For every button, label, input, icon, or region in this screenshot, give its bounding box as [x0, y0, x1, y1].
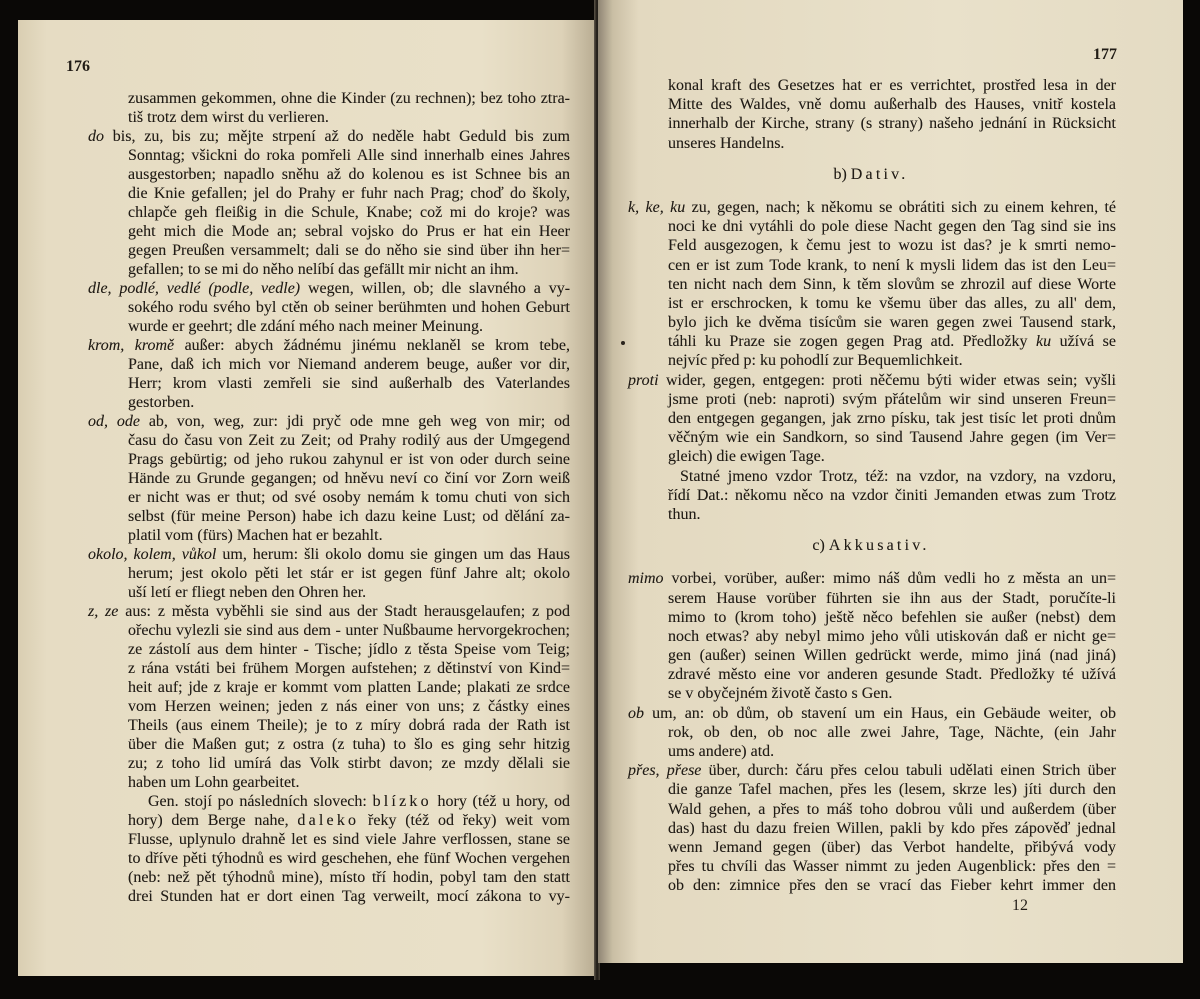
line-text: zu, gegen, nach; k někomu se obrátiti sich zu einem kehren, té [691, 198, 1117, 216]
dictionary-entry [626, 371, 1116, 467]
line-text: ist er erschrocken, k tomu ke všemu über das alles, zu all' dem, [668, 294, 1116, 312]
line-text: die Knie gefallen; jel do Prahy er fuhr nach Prag; choď do školy, [128, 184, 570, 202]
line-text: hory) dem Berge nahe, [128, 811, 298, 829]
text-line [626, 505, 1116, 524]
line-content [668, 723, 1116, 742]
line-text: ab, von, weg, zur: jdi pryč ode mne geh weg von mir; od [148, 412, 571, 430]
line-content [668, 627, 1116, 646]
dictionary-entry [88, 336, 570, 412]
line-text: unseres Handelns. [668, 134, 785, 152]
line-content [668, 838, 1116, 857]
headword: okolo, kolem, vůkol [88, 545, 217, 563]
line-text: užívá se [1051, 333, 1116, 351]
line-text: hory (též u hory, od [431, 792, 570, 810]
text-line [626, 627, 1116, 646]
line-content [128, 640, 570, 659]
text-line [626, 684, 1116, 703]
line-content [628, 569, 1116, 588]
line-text: (neb: než pět týhodnů mine), místo tří hodin, pobyl tam den statt [128, 868, 570, 886]
line-content [628, 761, 1116, 780]
line-content [668, 589, 1116, 608]
line-content [128, 355, 570, 374]
text-line [88, 317, 570, 336]
text-line [626, 723, 1116, 742]
line-content [128, 507, 570, 526]
line-text: wenn Jemand gegen (über) das Verbot handelte, přibývá vody [668, 838, 1116, 856]
line-text: ořechu vylezli sie sind aus dem - unter Nußbaume hervorgekrochen; [128, 621, 570, 639]
line-content [668, 800, 1116, 819]
text-line [626, 409, 1116, 428]
line-text: konal kraft des Gesetzes hat er es verrichtet, prostřed lesa in der [668, 77, 1116, 94]
text-line [88, 146, 570, 165]
line-text: Sonntag; všickni do roka pomřeli Alle sind innerhalb eines Jahres [128, 146, 570, 164]
text-line [88, 640, 570, 659]
text-line [626, 876, 1116, 895]
line-content [668, 428, 1116, 447]
line-text: sokého rodu svého byl ctěn ob seiner berühmten und hohen Geburt [128, 298, 570, 316]
line-content [128, 488, 570, 507]
line-text: z rána vstáti bei frühem Morgen aufstehen; z dětinství von Kind= [128, 659, 570, 677]
line-content [668, 447, 825, 466]
headword: proti [628, 371, 659, 389]
dictionary-entry [626, 569, 1116, 703]
text-line [88, 735, 570, 754]
text-line [88, 393, 570, 412]
line-text: táhli ku Praze sie zogen gegen Prag atd. Předložky [668, 333, 1036, 351]
line-text: den entgegen gegangen, jak zrno písku, tak jest tisíc let proti dnům [668, 410, 1116, 427]
dictionary-entry [88, 279, 570, 336]
text-line [88, 184, 570, 203]
line-text: uší letí er fliegt neben den Ohren her. [128, 583, 367, 601]
left-page [18, 20, 596, 976]
line-text: vom Herzen weinen; jeden z nás einer von uns; z částky eines [128, 697, 570, 715]
text-line [88, 488, 570, 507]
text-line [626, 313, 1116, 332]
line-content [128, 241, 570, 260]
page-number: 176 [66, 57, 90, 75]
text-line [626, 95, 1116, 114]
line-text: drei Stunden hat er dort einen Tag verweilt, mocí zákona to vy- [128, 887, 570, 905]
line-content [668, 95, 1116, 114]
text-line [88, 792, 570, 811]
line-content [128, 374, 570, 393]
line-text: wider, gegen, entgegen: proti něčemu býti wider etwas sein; vyšli [665, 371, 1116, 389]
line-content [128, 659, 570, 678]
italic-word: ku [1036, 333, 1052, 351]
signature-mark: 12 [1012, 896, 1028, 914]
line-content [128, 146, 570, 165]
line-text: to dříve pěti týhodnů es wird geschehen, ehe fünf Wochen vergehen [128, 849, 570, 867]
line-text: zusammen gekommen, ohne die Kinder (zu rechnen); bez toho ztra- [128, 89, 570, 107]
text-line [88, 336, 570, 355]
text-line [88, 108, 570, 127]
line-content [668, 876, 1116, 895]
line-content [668, 390, 1116, 409]
text-line [88, 127, 570, 146]
text-line [88, 583, 570, 602]
line-content [668, 236, 1116, 255]
line-content [128, 811, 570, 830]
text-line [626, 332, 1116, 351]
text-line [626, 294, 1116, 313]
text-line [88, 450, 570, 469]
page-text [626, 76, 1116, 896]
line-text: bylo jich ke dvěma tisícům sie waren gegen zwei Tausend stark, [668, 314, 1116, 332]
line-text: noch etwas? aby nebyl mimo jeho vůli utiskován daß er nicht ge= [668, 627, 1116, 645]
text-line [88, 545, 570, 564]
line-text: um, herum: šli okolo domu sie gingen um das Haus [222, 545, 571, 563]
text-line [626, 351, 1116, 370]
line-text: Theils (aus einem Theile); je to z míry dobrá rada der Rath ist [128, 716, 570, 734]
headword: do [88, 127, 104, 145]
text-line [88, 260, 570, 279]
line-content [88, 545, 570, 564]
text-line [88, 469, 570, 488]
line-text: haben um Lohn gearbeitet. [128, 773, 300, 791]
right-page [598, 0, 1183, 963]
text-line [626, 800, 1116, 819]
line-content [128, 222, 570, 241]
continued-text [88, 89, 570, 127]
line-content [668, 351, 963, 370]
line-text: Flusse, uplynulo drahně let es sind viele Jahre verflossen, stane se [128, 830, 570, 848]
line-text: selbst (für meine Person) habe ich dazu keine Lust; od dělání za- [128, 507, 570, 525]
line-text: ums andere) atd. [668, 743, 775, 760]
line-text: er nicht was er thut; od své osoby nemám k tomu chuti von sich [128, 488, 570, 506]
text-line [88, 431, 570, 450]
line-text: ausgestorben; napadlo sněhu až do kolenou es ist Schnee bis an [128, 165, 570, 183]
line-content [128, 526, 383, 545]
page-number: 177 [1093, 45, 1117, 63]
text-line [88, 773, 570, 792]
line-text: geht mich die Mode an; sebral vojsko do Prus er hat ein Heer [128, 222, 570, 240]
text-line [88, 754, 570, 773]
line-content [628, 704, 1116, 723]
line-text: rok, ob den, ob noc alle zwei Jahre, Tage, Nächte, (ein Jahr [668, 723, 1116, 741]
text-line [88, 697, 570, 716]
line-text: mimo to (krom toho) ještě něco befehlen sie außer (nebst) dem [668, 608, 1116, 626]
section-heading [626, 165, 1116, 184]
line-content [668, 742, 774, 761]
line-text: času do času von Zeit zu Zeit; od Prahy rodilý aus der Umgegend [128, 431, 570, 449]
text-line [88, 621, 570, 640]
headword: dle, podlé, vedlé (podle, vedle) [88, 279, 301, 297]
text-line [88, 203, 570, 222]
line-text: gleich) die ewigen Tage. [668, 448, 825, 466]
line-content [680, 467, 1116, 486]
text-line [626, 761, 1116, 780]
line-content [128, 697, 570, 716]
line-text: zu; z toho lid umírá das Volk stirbt davon; ze mzdy dělali sie [128, 754, 570, 772]
line-text: aus: z města vyběhli sie sind aus der Stadt herausgelaufen; z pod [125, 602, 570, 620]
line-text: heit auf; jde z kraje er kommt vom platten Lande; plakati ze srdce [128, 678, 570, 696]
line-text: Wald gehen, a přes to máš toho dobrou vůli und außerdem (über [668, 800, 1116, 818]
text-line [88, 222, 570, 241]
text-line [626, 114, 1116, 133]
headword: od, ode [88, 412, 140, 430]
text-line [88, 811, 570, 830]
text-line [626, 467, 1116, 486]
line-text: thun. [668, 505, 701, 523]
line-content [668, 313, 1116, 332]
text-line [88, 279, 570, 298]
line-content [128, 298, 570, 317]
headword: z, ze [88, 602, 119, 620]
line-content [668, 294, 1116, 313]
line-text: Statné jmeno vzdor Trotz, též: na vzdor, na vzdory, na vzdoru, [680, 467, 1116, 485]
line-content [668, 819, 1116, 838]
text-line [88, 241, 570, 260]
line-text: chlapče geh fleißig in die Schule, Knabe; což mi do kroje? was [128, 203, 570, 221]
text-line [88, 412, 570, 431]
line-content [128, 89, 570, 108]
line-text: cen er ist zum Tode krank, to není k mysli lidem das ist den Leu= [668, 256, 1116, 274]
line-content [88, 336, 570, 355]
line-content [128, 260, 519, 279]
text-line [88, 298, 570, 317]
line-content [128, 716, 570, 735]
line-content [128, 830, 570, 849]
section-title: Akkusativ. [828, 537, 930, 555]
dictionary-entry [626, 761, 1116, 895]
line-text: se v obyčejném životě často s Gen. [668, 685, 893, 703]
line-text: gegen Preußen versammelt; dali se do něho sie sind über ihn her= [128, 241, 570, 259]
line-content [668, 76, 1116, 95]
line-text: Pane, daß ich mich vor Niemand anderem beuge, außer vor dir, [128, 355, 570, 373]
line-text: Gen. stojí po následních slovech: [148, 792, 373, 810]
line-text: gestorben. [128, 393, 195, 411]
text-line [626, 646, 1116, 665]
line-content [128, 317, 483, 336]
line-content [628, 198, 1116, 217]
dictionary-entry [88, 602, 570, 792]
line-content [148, 792, 570, 811]
line-text: gefallen; to se mi do něho nelíbí das gefällt mir nicht an ihm. [128, 260, 519, 278]
line-content [668, 665, 1116, 684]
text-line [626, 819, 1116, 838]
line-text: noci ke dni vytáhli do pole diese Nacht gegen den Tag sind sie ins [668, 218, 1116, 236]
line-text: um, an: ob dům, ob stavení um ein Haus, ein Gebäude weiter, ob [652, 704, 1116, 722]
dictionary-entry [88, 127, 570, 279]
ink-speck [621, 341, 625, 345]
line-text: řídí Dat.: někomu něco na vzdor činiti Jemanden etwas zum Trotz [668, 486, 1116, 504]
text-line [626, 665, 1116, 684]
line-text: ze zástolí aus dem hinter - Tische; jídlo z těsta Speise vom Teig; [128, 640, 570, 658]
line-text: über, durch: čáru přes celou tabuli udělati einen Strich über [708, 762, 1117, 780]
line-content [128, 431, 570, 450]
line-text: Herr; krom vlasti zemřeli sie sind außerhalb des Vaterlandes [128, 374, 570, 392]
text-line [88, 564, 570, 583]
line-content [128, 887, 570, 906]
text-line [88, 355, 570, 374]
dictionary-entry [88, 545, 570, 602]
text-line [88, 868, 570, 887]
line-content [668, 684, 892, 703]
line-content [128, 165, 570, 184]
text-line [626, 428, 1116, 447]
line-content [128, 868, 570, 887]
text-line [626, 486, 1116, 505]
line-text: innerhalb der Kirche, strany (s strany) našeho jednání in Rücksicht [668, 115, 1116, 133]
line-text: ten nicht nach dem Sinn, k těm slovům se zhrozil auf diese Worte [668, 275, 1116, 293]
line-content [128, 203, 570, 222]
text-line [626, 838, 1116, 857]
line-content [88, 279, 570, 298]
text-line [626, 742, 1116, 761]
line-content [128, 773, 300, 792]
line-content [128, 564, 570, 583]
line-text: wegen, willen, ob; dle slavného a vy- [307, 279, 571, 297]
text-line [88, 602, 570, 621]
text-line [88, 678, 570, 697]
dictionary-entry [88, 412, 570, 545]
line-content [128, 849, 570, 868]
text-line [88, 887, 570, 906]
text-line [626, 371, 1116, 390]
text-line [626, 256, 1116, 275]
line-content [128, 754, 570, 773]
line-text: die ganze Tafel machen, přes les (lesem, skrze les) jíti durch den [668, 781, 1116, 799]
text-line [88, 849, 570, 868]
line-text: Mitte des Waldes, vně domu außerhalb des Hauses, vnitř kostela [668, 96, 1116, 114]
text-line [88, 716, 570, 735]
line-text: bis, zu, bis zu; mějte strpení až do neděle habt Geduld bis zum [112, 127, 570, 145]
text-line [88, 165, 570, 184]
line-content [668, 780, 1116, 799]
section-label: b) [833, 165, 847, 183]
line-text: ob den: zimnice přes den se vrací das Fieber kehrt immer den [668, 877, 1116, 895]
headword: mimo [628, 570, 664, 588]
line-content [88, 412, 570, 431]
line-content [668, 134, 784, 153]
line-text: herum; jest okolo pěti let stár er ist gegen fünf Jahre alt; okolo [128, 564, 570, 582]
line-content [668, 275, 1116, 294]
line-text: Prags gebürtig; od jeho rukou zahynul er ist von oder durch seine [128, 450, 570, 468]
line-content [128, 184, 570, 203]
line-content [668, 505, 700, 524]
text-line [626, 134, 1116, 153]
text-line [626, 236, 1116, 255]
line-text: Hände zu Grunde gegangen; od hněvu neví co činí vor Zorn weiß [128, 469, 570, 487]
line-text: Feld ausgezogen, k čemu jest to wozu ist das? je k smrti nemo- [668, 237, 1116, 255]
text-line [626, 780, 1116, 799]
line-text: gen (außer) seinen Willen gedrückt werde, mimo jiná (nad jiná) [668, 647, 1116, 665]
dictionary-entry [626, 198, 1116, 371]
line-text: vorbei, vorüber, außer: mimo náš dům vedli ho z města an un= [671, 570, 1116, 588]
line-text: jsme proti (neb: naproti) svým přátelům wir sind unseren Freun= [668, 390, 1116, 408]
line-text: das) hast du dazu freien Willen, pakli by kdo přes zápověď jednal [668, 819, 1116, 837]
text-line [626, 447, 1116, 466]
section-title: Dativ. [850, 165, 909, 183]
text-line [626, 857, 1116, 876]
spaced-word: daleko [297, 811, 360, 829]
headword: přes, přese [628, 762, 702, 780]
line-content [668, 332, 1116, 351]
text-line [626, 198, 1116, 217]
paragraph [626, 467, 1116, 525]
paragraph [88, 792, 570, 906]
line-content [668, 608, 1116, 627]
line-text: věčným wie ein Sandkorn, so sind Tausend Jahre gegen (im Ver= [668, 429, 1116, 447]
headword: krom, kromě [88, 336, 175, 354]
line-content [668, 486, 1116, 505]
line-text: wurde er geehrt; dle zdání mého nach meiner Meinung. [128, 317, 483, 335]
line-text: über die Maßen gut; z ostra (z tuha) to šlo es ging sehr hitzig [128, 735, 570, 753]
line-content [128, 735, 570, 754]
line-content [668, 857, 1116, 876]
line-content [88, 127, 570, 146]
page-text [88, 89, 570, 906]
line-text: přes tu chvíli das Wasser nimmt zu jeden Augenblick: přes den = [668, 858, 1116, 876]
text-line [626, 589, 1116, 608]
text-line [88, 89, 570, 108]
headword: k, ke, ku [628, 198, 686, 216]
headword: ob [628, 704, 644, 722]
text-line [626, 275, 1116, 294]
line-text: serem Hause vorüber führten sie ihn aus der Stadt, poručíte-li [668, 589, 1116, 607]
line-content [668, 409, 1116, 428]
line-content [128, 621, 570, 640]
line-content [628, 371, 1116, 390]
text-line [88, 830, 570, 849]
continued-text [626, 76, 1116, 153]
text-line [88, 659, 570, 678]
text-line [626, 608, 1116, 627]
line-content [668, 114, 1116, 133]
line-content [128, 450, 570, 469]
line-text: tiš trotz dem wirst du verlieren. [128, 108, 329, 126]
line-text: nejvíc před p: ku pohodlí zur Bequemlichkeit. [668, 352, 963, 370]
line-content [128, 678, 570, 697]
text-line [88, 526, 570, 545]
section-heading [626, 536, 1116, 555]
text-line [626, 217, 1116, 236]
line-content [128, 108, 329, 127]
line-content [128, 469, 570, 488]
section-label: c) [812, 537, 825, 555]
line-text: zdravé město eine vor anderen gesunde Stadt. Předložky té užívá [668, 666, 1116, 684]
line-content [668, 217, 1116, 236]
text-line [88, 507, 570, 526]
line-content [128, 583, 366, 602]
line-text: řeky (též od řeky) weit vom [359, 811, 570, 829]
line-content [128, 393, 194, 412]
text-line [626, 76, 1116, 95]
line-text: außer: abych žádnému jinému neklaněl se krom tebe, [184, 336, 571, 354]
text-line [626, 569, 1116, 588]
line-content [88, 602, 570, 621]
text-line [626, 704, 1116, 723]
line-text: platil vom (fürs) Machen hat er bezahlt. [128, 526, 383, 544]
text-line [626, 390, 1116, 409]
line-content [668, 256, 1116, 275]
line-content [668, 646, 1116, 665]
spaced-word: blízko [372, 792, 432, 810]
dictionary-entry [626, 704, 1116, 762]
text-line [88, 374, 570, 393]
